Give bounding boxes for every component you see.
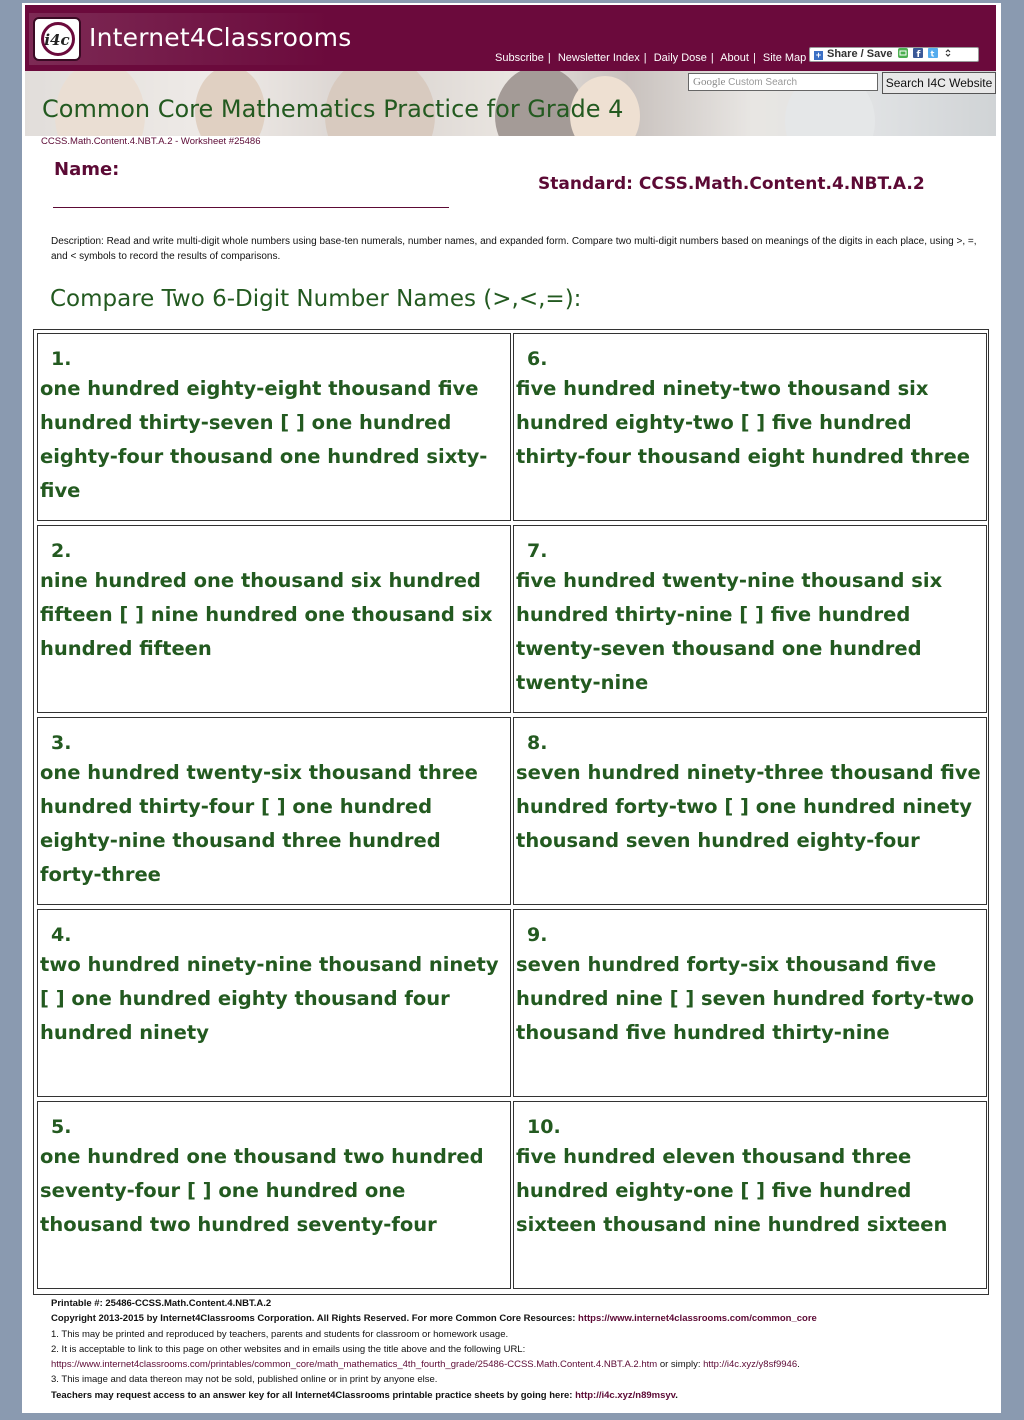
nav-link-site-map[interactable]: Site Map	[762, 52, 807, 64]
standard-label: Standard: CCSS.Math.Content.4.NBT.A.2	[538, 174, 925, 194]
twitter-icon	[928, 48, 938, 58]
footer	[51, 1296, 991, 1403]
nav-link-subscribe[interactable]: Subscribe	[495, 52, 544, 64]
chevron-updown-icon	[943, 48, 953, 58]
description: Description: Read and write multi-digit whole numbers using base-ten numerals, number names, and expanded form. Compare two multi-digit numbers based on meanings of the digits in each place, using >, =, and < symbols to record the results of comparisons.	[51, 236, 977, 262]
google-brand: Google	[693, 76, 726, 88]
site-header	[25, 5, 996, 73]
question-cell	[513, 333, 987, 521]
question-cell	[37, 333, 511, 521]
facebook-icon	[913, 48, 923, 58]
question-cell	[513, 525, 987, 713]
question-text: nine hundred one thousand six hundred fifteen [ ] nine hundred one thousand six hundred fifteen	[40, 569, 493, 660]
search-button[interactable]: Search I4C Website	[882, 72, 996, 94]
share-email-icon	[898, 48, 908, 58]
question-cell	[37, 717, 511, 905]
question-number: 3.	[51, 732, 72, 754]
questions-grid	[33, 329, 989, 1295]
question-number: 10.	[527, 1116, 561, 1138]
question-text: five hundred twenty-nine thousand six hundred thirty-nine [ ] five hundred twenty-seven thousand one hundred twenty-nine	[516, 569, 943, 694]
worksheet-reference: CCSS.Math.Content.4.NBT.A.2 - Worksheet #25486	[41, 136, 261, 147]
top-nav: Subscribe | Newsletter Index | Daily Dose | About | Site Map	[495, 52, 807, 64]
share-save-label: Share / Save	[827, 48, 893, 60]
question-text: one hundred twenty-six thousand three hundred thirty-four [ ] one hundred eighty-nine thousand three hundred forty-three	[40, 761, 478, 886]
answer-key-note: Teachers may request access to an answer key for all Internet4Classrooms printable practice sheets by going here: http://i4c.xyz/n89msyv.	[51, 1389, 678, 1401]
question-cell	[513, 717, 987, 905]
plus-icon: +	[815, 50, 822, 60]
printable-number: Printable #: 25486-CCSS.Math.Content.4.NBT.A.2	[51, 1298, 272, 1309]
i4c-logo-icon	[33, 17, 81, 61]
logo-text: Internet4Classrooms	[89, 23, 352, 52]
search-placeholder: Custom Search	[728, 77, 798, 88]
share-save-button[interactable]	[809, 47, 979, 62]
search-input[interactable]	[688, 73, 878, 91]
logo-badge-text: i4c	[44, 31, 70, 49]
worksheet-url-link[interactable]: https://www.internet4classrooms.com/printables/common_core/math_mathematics_4th_fourth_grade/25486-CCSS.Math.Content.4.NBT.A.2.htm	[51, 1359, 658, 1371]
question-text: two hundred ninety-nine thousand ninety [ ] one hundred eighty thousand four hundred ninety	[40, 953, 499, 1044]
name-label: Name:	[54, 159, 120, 180]
usage-note-2: 2. It is acceptable to link to this page on other websites and in emails using the title above and the following URL:	[51, 1343, 526, 1355]
question-number: 1.	[51, 348, 72, 370]
question-number: 4.	[51, 924, 72, 946]
question-number: 7.	[527, 540, 548, 562]
svg-text:t: t	[930, 49, 934, 58]
name-write-line	[53, 207, 449, 208]
question-text: seven hundred ninety-three thousand five hundred forty-two [ ] one hundred ninety thousand seven hundred eighty-four	[516, 761, 981, 852]
question-cell	[37, 525, 511, 713]
nav-link-newsletter-index[interactable]: Newsletter Index	[557, 52, 640, 64]
question-number: 9.	[527, 924, 548, 946]
question-cell	[513, 909, 987, 1097]
answer-key-link[interactable]: http://i4c.xyz/n89msyv	[575, 1389, 676, 1401]
section-title: Compare Two 6-Digit Number Names (>,<,=):	[50, 286, 582, 312]
copyright-text: Copyright 2013-2015 by Internet4Classrooms Corporation. All Rights Reserved. For more Common Core Resources:	[51, 1313, 579, 1325]
question-text: seven hundred forty-six thousand five hundred nine [ ] seven hundred forty-two thousand five hundred thirty-nine	[516, 953, 975, 1044]
url-separator: or simply:	[657, 1359, 704, 1371]
question-text: one hundred one thousand two hundred seventy-four [ ] one hundred one thousand two hundred seventy-four	[40, 1145, 484, 1236]
short-url-link[interactable]: http://i4c.xyz/y8sf9946	[703, 1359, 798, 1371]
worksheet-page	[22, 3, 1001, 1413]
common-core-link[interactable]: https://www.internet4classrooms.com/common_core	[578, 1313, 817, 1325]
answer-key-text: Teachers may request access to an answer key for all Internet4Classrooms printable practice sheets by going here:	[51, 1389, 576, 1401]
nav-link-about[interactable]: About	[720, 52, 749, 64]
question-cell	[37, 909, 511, 1097]
usage-note-1: 1. This may be printed and reproduced by teachers, parents and students for classroom or homework usage.	[51, 1328, 509, 1340]
site-logo[interactable]	[29, 13, 352, 65]
usage-note-2-urls: https://www.internet4classrooms.com/printables/common_core/math_mathematics_4th_fourth_grade/25486-CCSS.Math.Content.4.NBT.A.2.htm or simply: http://i4c.xyz/y8sf9946.	[51, 1359, 800, 1371]
question-text: one hundred eighty-eight thousand five hundred thirty-seven [ ] one hundred eighty-four thousand one hundred sixty-five	[40, 377, 488, 502]
nav-link-daily-dose[interactable]: Daily Dose	[653, 52, 707, 64]
svg-text:f: f	[916, 50, 920, 58]
page-title: Common Core Mathematics Practice for Grade 4	[42, 95, 624, 123]
question-number: 8.	[527, 732, 548, 754]
copyright	[51, 1311, 991, 1326]
question-number: 2.	[51, 540, 72, 562]
question-cell	[37, 1101, 511, 1289]
question-text: five hundred ninety-two thousand six hundred eighty-two [ ] five hundred thirty-four thousand eight hundred three	[516, 377, 971, 468]
usage-note-3: 3. This image and data thereon may not be sold, published online or in print by anyone else.	[51, 1374, 438, 1386]
question-text: five hundred eleven thousand three hundred eighty-one [ ] five hundred sixteen thousand nine hundred sixteen	[516, 1145, 948, 1236]
question-number: 6.	[527, 348, 548, 370]
question-number: 5.	[51, 1116, 72, 1138]
question-cell	[513, 1101, 987, 1289]
hero-banner	[25, 71, 996, 136]
